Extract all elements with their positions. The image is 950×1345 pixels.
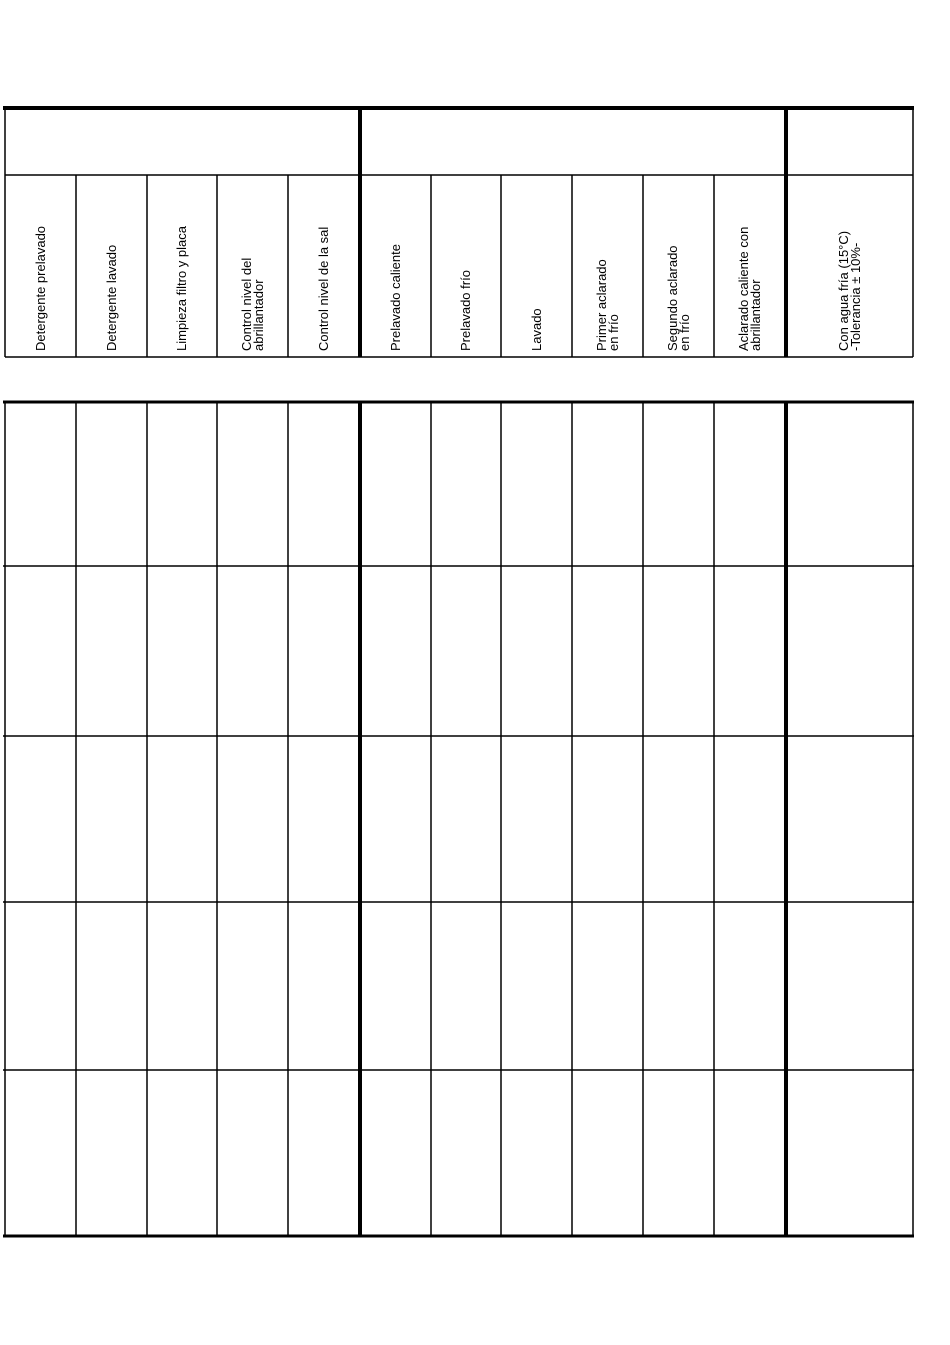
table-cell xyxy=(503,738,570,900)
column-header xyxy=(588,171,628,351)
column-header xyxy=(304,171,344,351)
table-cell xyxy=(149,904,215,1068)
table-cell xyxy=(433,404,499,564)
table-cell xyxy=(645,568,712,734)
table-cell xyxy=(290,568,358,734)
table-cell xyxy=(7,904,74,1068)
table-cell xyxy=(219,904,286,1068)
table-cell xyxy=(219,738,286,900)
table-cell xyxy=(290,904,358,1068)
column-header xyxy=(92,171,132,351)
column-header-label: abrillantador xyxy=(748,279,763,351)
table-cell xyxy=(78,904,145,1068)
table-cell xyxy=(788,904,911,1068)
column-header xyxy=(233,171,273,351)
table-cell xyxy=(574,738,641,900)
column-header-label: Limpieza filtro y placa xyxy=(174,226,189,351)
column-header-label: Con agua fría (15°C) xyxy=(835,230,851,351)
table-cell xyxy=(78,1072,145,1234)
column-header-label: Prelavado frío xyxy=(458,270,473,351)
column-header-label: Control nivel del xyxy=(238,257,254,351)
table-cell xyxy=(574,904,641,1068)
column-header-label: abrillantador xyxy=(250,279,266,351)
column-header xyxy=(659,171,699,351)
table-cell xyxy=(78,738,145,900)
table-cell xyxy=(716,568,784,734)
table-cell xyxy=(574,568,641,734)
column-header-label: en frío xyxy=(605,314,621,351)
column-header-label: Lavado xyxy=(528,308,544,351)
table-cell xyxy=(645,904,712,1068)
table-cell xyxy=(78,568,145,734)
table-cell xyxy=(433,1072,499,1234)
table-cell xyxy=(716,904,784,1068)
table-cell xyxy=(219,404,286,564)
table-cell xyxy=(290,1072,358,1234)
table-cell xyxy=(7,568,74,734)
table-cell xyxy=(290,404,358,564)
table-cell xyxy=(788,738,911,900)
table-cell xyxy=(716,404,784,564)
table-cell xyxy=(574,404,641,564)
table-cell xyxy=(7,1072,74,1234)
table-cell xyxy=(362,738,429,900)
table-cell xyxy=(149,568,215,734)
table-cell xyxy=(788,404,911,564)
column-header xyxy=(162,171,202,351)
table-cell xyxy=(503,904,570,1068)
column-header xyxy=(446,171,486,351)
table-cell xyxy=(645,738,712,900)
column-header-label: Segundo aclarado xyxy=(664,245,680,351)
column-header-label: Detergente lavado xyxy=(103,244,119,351)
table-cell xyxy=(645,1072,712,1234)
column-header-label: -Tolerancia ± 10%- xyxy=(847,242,863,351)
table-cell xyxy=(788,1072,911,1234)
table-cell xyxy=(788,568,911,734)
column-header xyxy=(21,171,61,351)
table-cell xyxy=(716,738,784,900)
table-cell xyxy=(362,1072,429,1234)
table-cell xyxy=(7,738,74,900)
column-header xyxy=(376,171,416,351)
table-cell xyxy=(149,1072,215,1234)
column-header-label: Prelavado caliente xyxy=(387,244,403,351)
table-cell xyxy=(503,404,570,564)
column-header-label: Control nivel de la sal xyxy=(316,226,331,351)
column-header-label: en frío xyxy=(676,314,692,351)
table-cell xyxy=(574,1072,641,1234)
table-cell xyxy=(362,904,429,1068)
column-header xyxy=(730,171,770,351)
table-cell xyxy=(290,738,358,900)
table-cell xyxy=(716,1072,784,1234)
table-cell xyxy=(433,904,499,1068)
table-cell xyxy=(149,738,215,900)
column-header xyxy=(830,171,870,351)
column-header xyxy=(517,171,557,351)
column-header-label: Aclarado caliente con xyxy=(736,226,751,351)
table-cell xyxy=(362,404,429,564)
table-cell xyxy=(7,404,74,564)
table-cell xyxy=(503,1072,570,1234)
table-cell xyxy=(219,568,286,734)
table-cell xyxy=(503,568,570,734)
table-cell xyxy=(219,1072,286,1234)
table-cell xyxy=(433,738,499,900)
table-cell xyxy=(78,404,145,564)
table-cell xyxy=(645,404,712,564)
column-header-label: Detergente prelavado xyxy=(32,225,48,351)
column-header-label: Primer aclarado xyxy=(593,259,609,351)
table-cell xyxy=(433,568,499,734)
table-cell xyxy=(362,568,429,734)
table-cell xyxy=(149,404,215,564)
